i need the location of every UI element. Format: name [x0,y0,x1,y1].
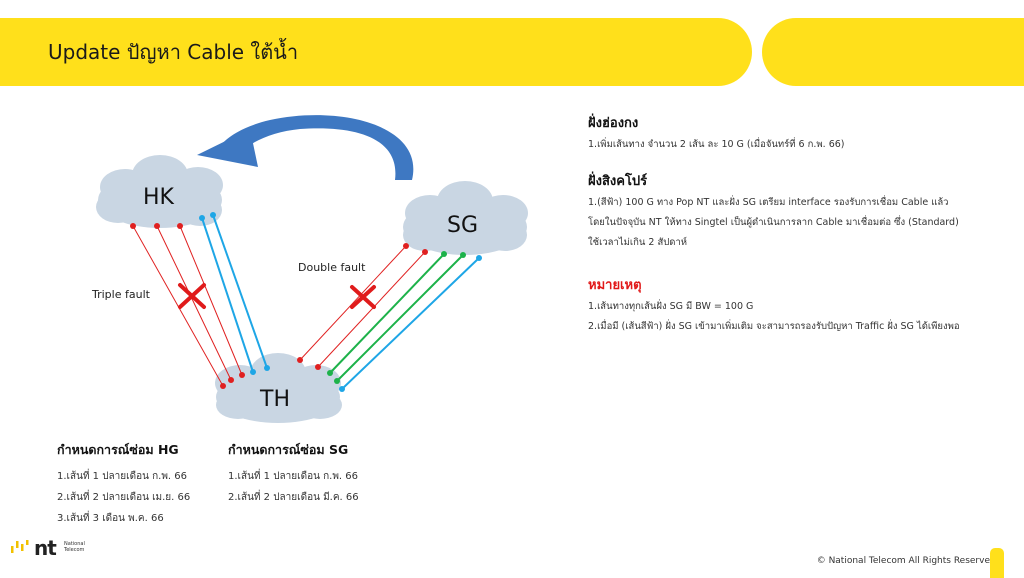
sg-side-line-1: 1.(สีฟ้า) 100 G ทาง Pop NT และฝั่ง SG เตรียม interface รองรับการเชื่อม Cable แล้ว [588,197,949,208]
node-hk: HK [143,185,174,210]
schedule-hg-item: 1.เส้นที่ 1 ปลายเดือน ก.พ. 66 [57,471,187,482]
remark-line-1: 1.เส้นทางทุกเส้นฝั่ง SG มี BW = 100 G [588,301,754,312]
remark-line-2: 2.เมื่อมี (เส้นสีฟ้า) ฝั่ง SG เข้ามาเพิ่มเติม จะสามารถรองรับปัญหา Traffic ฝั่ง SG ได้เพียงพอ [588,321,960,332]
logo-mark: nt [34,536,56,560]
hk-side-heading: ฝั่งฮ่องกง [588,116,639,131]
node-sg: SG [447,213,479,238]
logo-line-2: Telecom [64,547,85,553]
page-title: Update ปัญหา Cable ใต้น้ำ [48,40,299,64]
schedule-sg-item: 1.เส้นที่ 1 ปลายเดือน ก.พ. 66 [228,471,358,482]
schedule-hg [57,440,190,529]
schedule-sg-item: 2.เส้นที่ 2 ปลายเดือน มี.ค. 66 [228,492,359,503]
footer-copyright: © National Telecom All Rights Reserve [816,556,990,566]
schedule-sg-title: กำหนดการณ์ซ่อม SG [228,442,349,457]
logo-line-1: National [64,541,85,547]
sg-fault-x-icon [352,287,374,307]
hk-fault-x-icon [180,285,204,307]
sg-side-line-2: โดยในปัจจุบัน NT ให้ทาง Singtel เป็นผู้ดำเนินการลาก Cable มาเชื่อมต่อ ซึ่ง (Standard) [588,217,959,228]
corner-tab [990,548,1004,578]
header-side-banner [762,18,1024,86]
triple-fault-label: Triple fault [92,288,150,301]
cable-diagram [0,95,560,425]
hk-side-text: 1.เพิ่มเส้นทาง จำนวน 2 เส้น ละ 10 G (เมื่อจันทร์ที่ 6 ก.พ. 66) [588,139,845,150]
schedule-hg-item: 3.เส้นที่ 3 เดือน พ.ค. 66 [57,513,164,524]
remark-heading: หมายเหตุ [588,278,642,293]
logo-text [64,541,104,553]
schedule-sg [228,440,359,508]
sg-side-heading: ฝั่งสิงคโปร์ [588,174,648,189]
schedule-hg-item: 2.เส้นที่ 2 ปลายเดือน เม.ย. 66 [57,492,191,503]
double-fault-label: Double fault [298,261,366,274]
sg-side-line-3: ใช้เวลาไม่เกิน 2 สัปดาห์ [588,237,688,248]
hk-th-links [130,212,270,389]
schedule-hg-title: กำหนดการณ์ซ่อม HG [57,442,179,457]
route-arrow-head [197,129,258,167]
node-th: TH [260,387,290,412]
nt-signal-icon [10,538,32,560]
nt-logo [10,536,85,564]
